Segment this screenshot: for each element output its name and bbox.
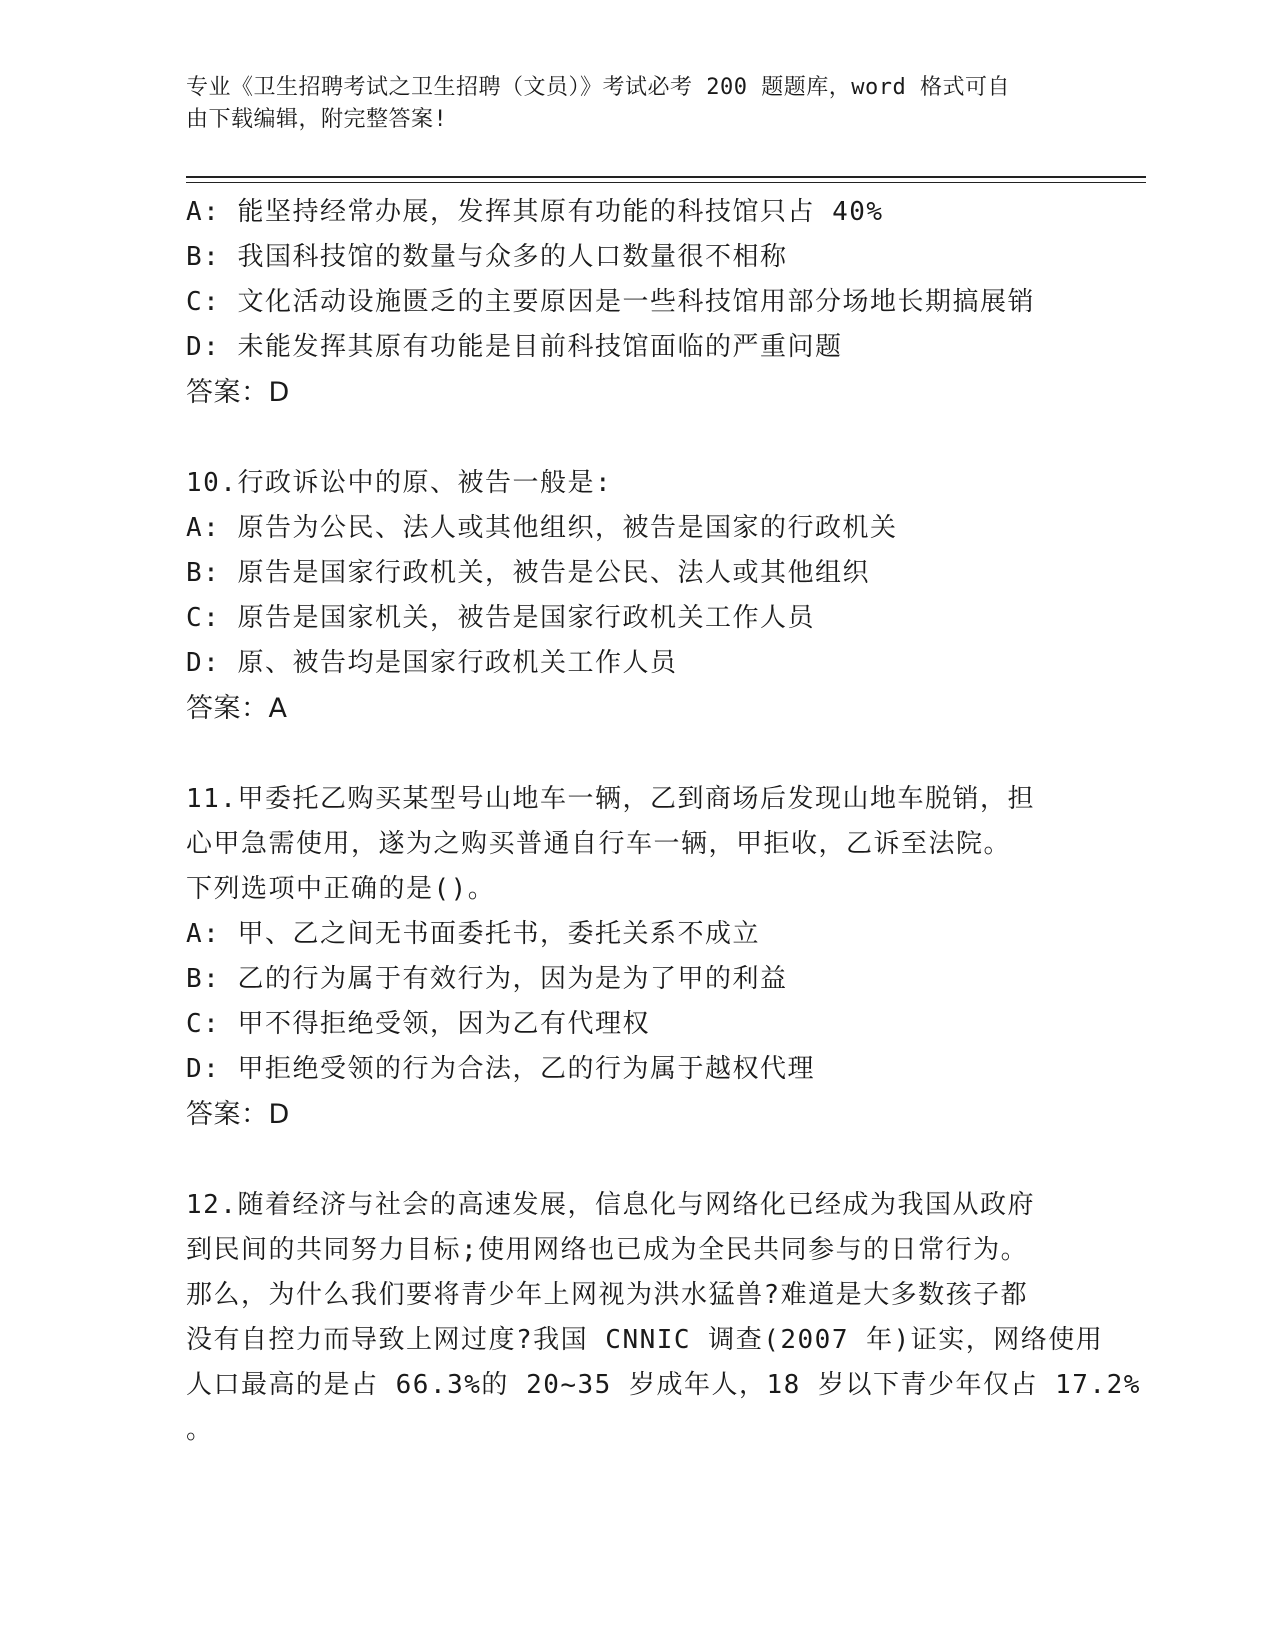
- document-header: [186, 72, 1086, 136]
- header-divider-thick: [186, 176, 1146, 178]
- question-stem-line: 人口最高的是占 66.3%的 20~35 岁成年人，18 岁以下青少年仅占 17.2%: [186, 1370, 1141, 1400]
- option-b: B: 我国科技馆的数量与众多的人口数量很不相称: [186, 242, 788, 272]
- option-c: C: 原告是国家机关，被告是国家行政机关工作人员: [186, 603, 815, 633]
- answer-label: 答案：D: [186, 377, 290, 408]
- question-stem-line: 。: [186, 1415, 214, 1445]
- question-stem-line: 下列选项中正确的是()。: [186, 874, 496, 904]
- question-stem-line: 心甲急需使用，遂为之购买普通自行车一辆，甲拒收，乙诉至法院。: [186, 829, 1012, 859]
- option-b: B: 原告是国家行政机关，被告是公民、法人或其他组织: [186, 558, 870, 588]
- header-divider-thin: [186, 182, 1146, 183]
- option-a: A: 原告为公民、法人或其他组织，被告是国家的行政机关: [186, 513, 898, 543]
- option-b: B: 乙的行为属于有效行为，因为是为了甲的利益: [186, 964, 788, 994]
- question-12-block: [186, 1183, 1141, 1453]
- prev-question-block: [186, 190, 1086, 415]
- spacer: [186, 415, 1086, 461]
- option-d: D: 原、被告均是国家行政机关工作人员: [186, 648, 678, 678]
- option-a: A: 甲、乙之间无书面委托书，委托关系不成立: [186, 919, 760, 949]
- question-11-block: [186, 777, 1086, 1137]
- option-d: D: 甲拒绝受领的行为合法，乙的行为属于越权代理: [186, 1054, 815, 1084]
- option-d: D: 未能发挥其原有功能是目前科技馆面临的严重问题: [186, 332, 843, 362]
- question-10-block: [186, 461, 1086, 731]
- question-stem-line: 到民间的共同努力目标;使用网络也已成为全民共同参与的日常行为。: [186, 1235, 1029, 1265]
- question-stem-line: 12.随着经济与社会的高速发展，信息化与网络化已经成为我国从政府: [186, 1190, 1035, 1220]
- option-a: A: 能坚持经常办展，发挥其原有功能的科技馆只占 40%: [186, 197, 884, 227]
- question-stem-line: 那么，为什么我们要将青少年上网视为洪水猛兽?难道是大多数孩子都: [186, 1280, 1029, 1310]
- answer-label: 答案：A: [186, 693, 288, 724]
- question-content: [186, 190, 1141, 1453]
- spacer: [186, 731, 1086, 777]
- question-stem: 10.行政诉讼中的原、被告一般是:: [186, 468, 613, 498]
- header-line-1: 专业《卫生招聘考试之卫生招聘（文员）》考试必考 200 题题库，word 格式可自: [186, 75, 1010, 100]
- spacer: [186, 1137, 1086, 1183]
- question-stem-line: 11.甲委托乙购买某型号山地车一辆，乙到商场后发现山地车脱销，担: [186, 784, 1035, 814]
- question-stem-line: 没有自控力而导致上网过度?我国 CNNIC 调查(2007 年)证实，网络使用: [186, 1325, 1104, 1355]
- option-c: C: 文化活动设施匮乏的主要原因是一些科技馆用部分场地长期搞展销: [186, 287, 1035, 317]
- answer-label: 答案：D: [186, 1099, 290, 1130]
- header-line-2: 由下载编辑，附完整答案!: [186, 107, 448, 132]
- option-c: C: 甲不得拒绝受领，因为乙有代理权: [186, 1009, 650, 1039]
